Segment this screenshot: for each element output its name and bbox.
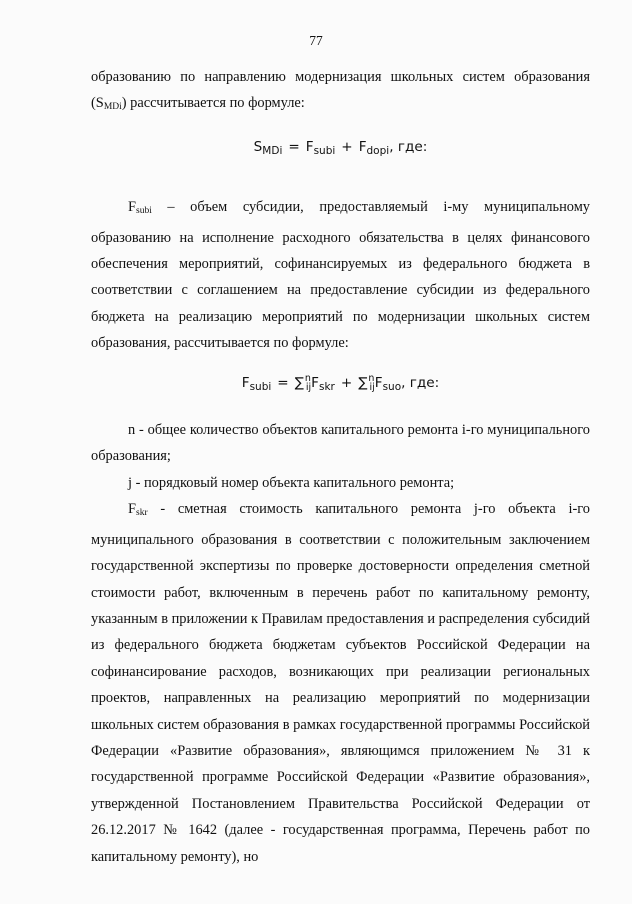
body-text bbox=[91, 64, 590, 870]
paragraph-intro: образованию по направлению модернизация школьных систем образования $(S_{MDi})$ рассчитывается по формуле: bbox=[91, 69, 590, 113]
page-number: 77 bbox=[309, 33, 323, 48]
paragraph-fsubi: $F_{subi}$ – объем субсидии, предоставляемый i-му муниципальному образованию на исполнение расходного обязательства в целях финансового обеспечения мероприятий, софинансируемых из федерального бюджета в соответствии с соглашением на предоставление субсидии из федерального бюджета на реализацию мероприятий по модернизации школьных систем образования, рассчитывается по формуле: bbox=[91, 199, 590, 352]
definition-n: n - общее количество объектов капитального ремонта i-го муниципального образования; bbox=[91, 422, 590, 465]
formula-fsubi: $F_{subi} = \sum^n_{ij}F_{skr} + \sum^n_{ij}F_{suo}$, где: bbox=[241, 372, 440, 393]
formula-smdi: $S_{MDi} = F_{subi} + F_{dopi}$, где: bbox=[253, 138, 428, 157]
definition-j: j - порядковый номер объекта капитального ремонта; bbox=[128, 474, 455, 491]
paragraph-fskr: $F_{skr}$ - сметная стоимость капитального ремонта j-го объекта i-го муниципального образования в соответствии с положительным заключением государственной экспертизы по проверке достоверности определения сметной стоимости работ, включенным в перечень работ по капитальному ремонту, указанным в приложении к Правилам предоставления и распределения субсидий из федерального бюджета бюджетам субъектов Российской Федерации на софинансирование расходов, возникающих при реализации региональных проектов, направленных на реализацию мероприятий по модернизации школьных систем образования в рамках государственной программы Российской Федерации «Развитие образования», являющимся приложением № 31 к государственной программе Российской Федерации «Развитие образования», утвержденной Постановлением Правительства Российской Федерации от 26.12.2017 № 1642 (далее - государственная программа, Перечень работ по капитальному ремонту), но bbox=[91, 501, 590, 865]
